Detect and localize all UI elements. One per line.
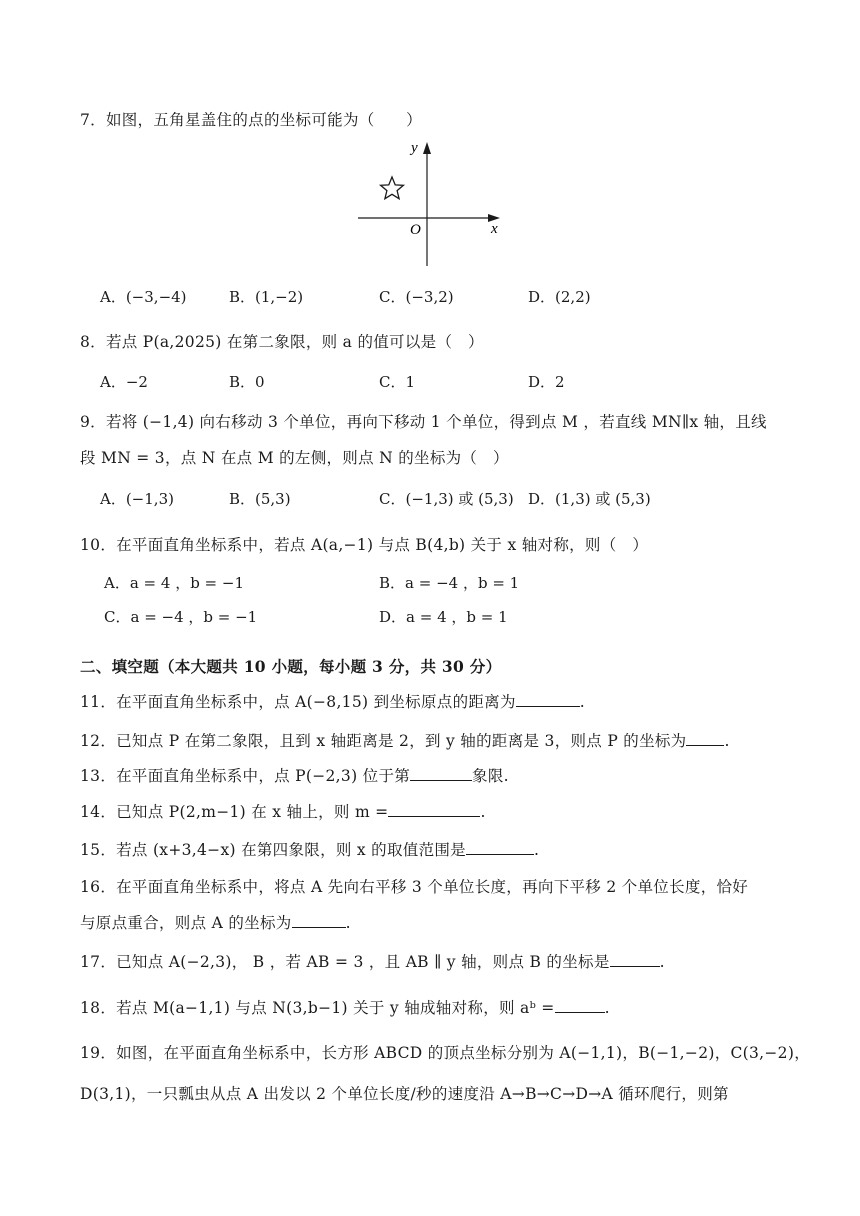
q7-coordinate-figure (350, 138, 510, 270)
q17 (80, 950, 665, 973)
q12 (80, 729, 730, 752)
q7-option-d: D．(2,2) (528, 288, 591, 306)
q11-text: 11．在平面直角坐标系中，点 A(−8,15) 到坐标原点的距离为 (80, 693, 516, 711)
q11 (80, 690, 585, 713)
q7-option-c: C．(−3,2) (379, 288, 454, 306)
q16-line2 (80, 911, 351, 934)
q10-option-b: B．a = −4 ，b = 1 (379, 574, 520, 592)
q8-option-a: A．−2 (100, 373, 148, 391)
q16-text: 与原点重合，则点 A 的坐标为 (80, 914, 292, 932)
q13-end: 象限. (472, 767, 509, 785)
q10-stem: 10．在平面直角坐标系中，若点 A(a,−1) 与点 B(4,b) 关于 x 轴对称，则（ ） (80, 536, 649, 554)
q7-option-b: B．(1,−2) (229, 288, 304, 306)
q16-end: . (345, 914, 351, 932)
q18 (80, 996, 610, 1019)
q18-answer-blank[interactable] (555, 996, 605, 1013)
q12-text: 12．已知点 P 在第二象限，且到 x 轴距离是 2，到 y 轴的距离是 3，则点 P 的坐标为 (80, 732, 687, 750)
q14-answer-blank[interactable] (388, 800, 480, 817)
q11-end: . (579, 693, 585, 711)
y-axis-arrow-icon (423, 142, 431, 154)
section-2-title: 二、填空题（本大题共 10 小题，每小题 3 分，共 30 分） (80, 657, 502, 676)
q11-answer-blank[interactable] (516, 690, 580, 707)
q15-answer-blank[interactable] (466, 838, 534, 855)
q9-option-c: C．(−1,3) 或 (5,3) (379, 490, 514, 508)
q16-answer-blank[interactable] (292, 911, 346, 928)
q9-option-b: B．(5,3) (229, 490, 291, 508)
q8-option-c: C．1 (379, 373, 416, 391)
q9-stem-line2: 段 MN = 3，点 N 在点 M 的左侧，则点 N 的坐标为（ ） (80, 449, 509, 467)
q7-stem: 7．如图，五角星盖住的点的坐标可能为（ ） (80, 111, 422, 129)
y-axis-label: y (411, 140, 418, 156)
q15-text: 15．若点 (x+3,4−x) 在第四象限，则 x 的取值范围是 (80, 841, 466, 859)
q14-end: . (480, 803, 486, 821)
q14 (80, 800, 486, 823)
q9-option-a: A．(−1,3) (100, 490, 174, 508)
q8-stem: 8．若点 P(a,2025) 在第二象限，则 a 的值可以是（ ） (80, 333, 484, 351)
q12-answer-blank[interactable] (686, 729, 724, 746)
q13-text: 13．在平面直角坐标系中，点 P(−2,3) 位于第 (80, 767, 411, 785)
q16-line1: 16．在平面直角坐标系中，将点 A 先向右平移 3 个单位长度，再向下平移 2 个单位长度，恰好 (80, 878, 749, 896)
q17-text: 17．已知点 A(−2,3)， B ，若 AB = 3 ，且 AB ∥ y 轴，则点 B 的坐标是 (80, 953, 610, 971)
q10-option-a: A．a = 4 ，b = −1 (104, 574, 245, 592)
q9-stem-line1: 9．若将 (−1,4) 向右移动 3 个单位，再向下移动 1 个单位，得到点 M ，若直线 MN∥x 轴，且线 (80, 413, 767, 431)
q17-end: . (659, 953, 665, 971)
q15-end: . (533, 841, 540, 859)
q19-line2: D(3,1)，一只瓢虫从点 A 出发以 2 个单位长度/秒的速度沿 A→B→C→D→A 循环爬行，则第 (80, 1085, 729, 1103)
q12-end: . (724, 732, 730, 750)
q18-text: 18．若点 M(a−1,1) 与点 N(3,b−1) 关于 y 轴成轴对称，则 aᵇ = (80, 999, 555, 1017)
q10-option-c: C．a = −4 ，b = −1 (104, 608, 258, 626)
q8-option-b: B．0 (229, 373, 265, 391)
q13 (80, 764, 509, 787)
x-axis-label: x (491, 221, 498, 237)
q15 (80, 838, 539, 861)
q9-option-d: D．(1,3) 或 (5,3) (528, 490, 651, 508)
q8-option-d: D．2 (528, 373, 565, 391)
star-icon (381, 177, 404, 199)
q18-end: . (604, 999, 610, 1017)
q10-option-d: D．a = 4 ，b = 1 (379, 608, 508, 626)
q13-answer-blank[interactable] (410, 764, 472, 781)
origin-label: O (410, 222, 421, 238)
q14-text: 14．已知点 P(2,m−1) 在 x 轴上，则 m = (80, 803, 389, 821)
q7-option-a: A．(−3,−4) (100, 288, 187, 306)
q19-line1: 19．如图，在平面直角坐标系中，长方形 ABCD 的顶点坐标分别为 A(−1,1)，B(−1,−2)，C(3,−2)， (80, 1044, 810, 1062)
q17-answer-blank[interactable] (610, 950, 660, 967)
